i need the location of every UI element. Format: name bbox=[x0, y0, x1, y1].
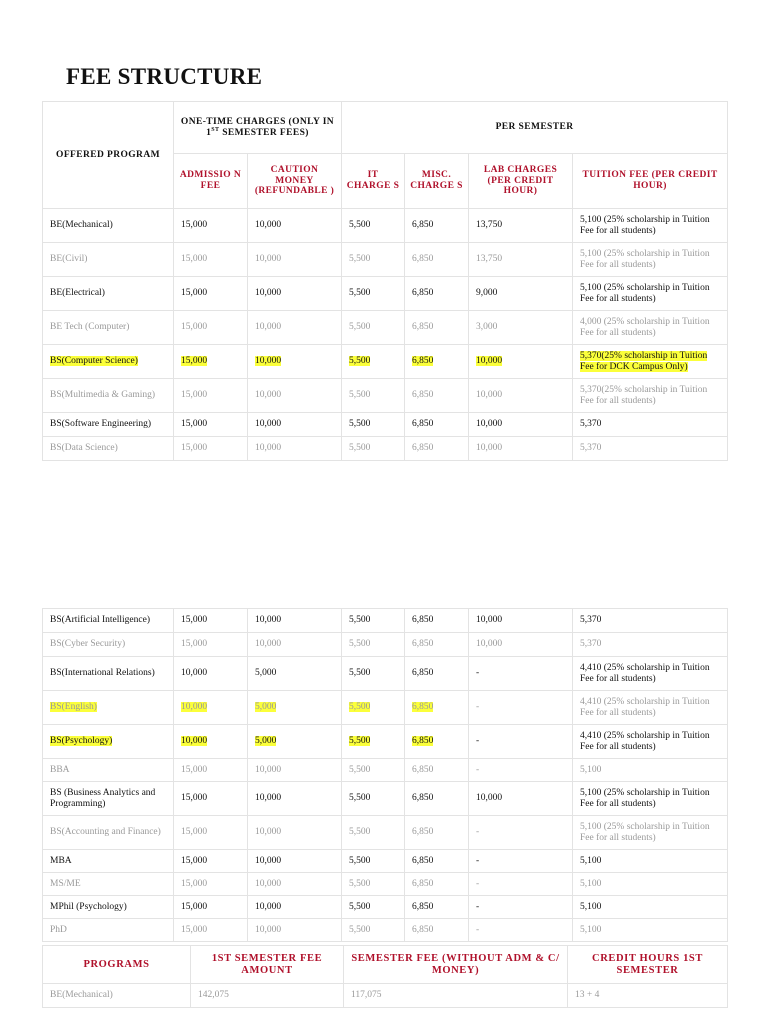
it-cell: 5,500 bbox=[342, 759, 405, 782]
lab-cell: - bbox=[469, 759, 573, 782]
table-row bbox=[43, 896, 728, 919]
misc-cell: 6,850 bbox=[405, 379, 469, 413]
caution-cell: 10,000 bbox=[248, 209, 342, 243]
caution-cell: 10,000 bbox=[248, 379, 342, 413]
program-cell: BS(Accounting and Finance) bbox=[43, 816, 174, 850]
header-offered-program: OFFERED PROGRAM bbox=[43, 102, 174, 209]
misc-cell: 6,850 bbox=[405, 277, 469, 311]
credit-hours-cell: 13 + 4 bbox=[568, 984, 728, 1008]
misc-cell: 6,850 bbox=[405, 437, 469, 461]
page-title: FEE STRUCTURE bbox=[66, 64, 263, 89]
caution-cell: 10,000 bbox=[248, 633, 342, 657]
lab-cell: 10,000 bbox=[469, 437, 573, 461]
table-row bbox=[43, 209, 728, 243]
lab-cell: 10,000 bbox=[469, 633, 573, 657]
table-row bbox=[43, 725, 728, 759]
table-row bbox=[43, 850, 728, 873]
program-cell: BS(International Relations) bbox=[43, 657, 174, 691]
lab-cell: - bbox=[469, 816, 573, 850]
tuition-cell: 5,100 (25% scholarship in Tuition Fee for all students) bbox=[573, 816, 728, 850]
table-row bbox=[43, 782, 728, 816]
header-one-time-charges: ONE-TIME CHARGES (ONLY IN 1ST SEMESTER FEES) bbox=[174, 102, 342, 154]
tuition-cell: 5,100 (25% scholarship in Tuition Fee for all students) bbox=[573, 243, 728, 277]
caution-cell: 10,000 bbox=[248, 759, 342, 782]
table-row bbox=[43, 277, 728, 311]
tuition-cell: 5,100 bbox=[573, 873, 728, 896]
summary-table bbox=[42, 945, 728, 1008]
summary-header-semester-fee: SEMESTER FEE (WITHOUT ADM & C/ MONEY) bbox=[344, 946, 568, 984]
header-lab-charges: LAB CHARGES (PER CREDIT HOUR) bbox=[469, 154, 573, 209]
misc-cell: 6,850 bbox=[405, 816, 469, 850]
table-row bbox=[43, 873, 728, 896]
admission-cell: 15,000 bbox=[174, 782, 248, 816]
header-caution-money: CAUTION MONEY (REFUNDABLE ) bbox=[248, 154, 342, 209]
lab-cell: 9,000 bbox=[469, 277, 573, 311]
it-cell: 5,500 bbox=[342, 633, 405, 657]
program-cell: MBA bbox=[43, 850, 174, 873]
program-cell: PhD bbox=[43, 919, 174, 942]
program-cell: BS(Data Science) bbox=[43, 437, 174, 461]
tuition-cell: 5,100 (25% scholarship in Tuition Fee for all students) bbox=[573, 209, 728, 243]
table-row bbox=[43, 633, 728, 657]
program-cell: BE(Mechanical) bbox=[43, 984, 191, 1008]
tuition-cell: 5,100 bbox=[573, 759, 728, 782]
lab-cell: - bbox=[469, 725, 573, 759]
header-it-charges: IT CHARGE S bbox=[342, 154, 405, 209]
lab-cell: - bbox=[469, 919, 573, 942]
caution-cell: 10,000 bbox=[248, 896, 342, 919]
lab-cell: 10,000 bbox=[469, 609, 573, 633]
caution-cell: 10,000 bbox=[248, 277, 342, 311]
caution-cell: 10,000 bbox=[248, 850, 342, 873]
program-cell: BS(English) bbox=[43, 691, 174, 725]
misc-cell: 6,850 bbox=[405, 311, 469, 345]
lab-cell: 10,000 bbox=[469, 379, 573, 413]
header-admission-fee: ADMISSIO N FEE bbox=[174, 154, 248, 209]
admission-cell: 15,000 bbox=[174, 209, 248, 243]
caution-cell: 5,000 bbox=[248, 691, 342, 725]
admission-cell: 15,000 bbox=[174, 379, 248, 413]
misc-cell: 6,850 bbox=[405, 919, 469, 942]
program-cell: BS(Multimedia & Gaming) bbox=[43, 379, 174, 413]
tuition-cell: 5,370 bbox=[573, 437, 728, 461]
misc-cell: 6,850 bbox=[405, 413, 469, 437]
table-row bbox=[43, 984, 728, 1008]
admission-cell: 15,000 bbox=[174, 413, 248, 437]
tuition-cell: 5,370 bbox=[573, 413, 728, 437]
table-row bbox=[43, 657, 728, 691]
tuition-cell: 4,410 (25% scholarship in Tuition Fee for all students) bbox=[573, 691, 728, 725]
admission-cell: 15,000 bbox=[174, 816, 248, 850]
admission-cell: 10,000 bbox=[174, 691, 248, 725]
it-cell: 5,500 bbox=[342, 691, 405, 725]
misc-cell: 6,850 bbox=[405, 896, 469, 919]
caution-cell: 10,000 bbox=[248, 873, 342, 896]
admission-cell: 15,000 bbox=[174, 277, 248, 311]
admission-cell: 15,000 bbox=[174, 873, 248, 896]
tuition-cell: 5,370 bbox=[573, 609, 728, 633]
lab-cell: - bbox=[469, 873, 573, 896]
table-row bbox=[43, 243, 728, 277]
it-cell: 5,500 bbox=[342, 379, 405, 413]
first-semester-cell: 142,075 bbox=[191, 984, 344, 1008]
admission-cell: 15,000 bbox=[174, 896, 248, 919]
admission-cell: 10,000 bbox=[174, 657, 248, 691]
program-cell: MPhil (Psychology) bbox=[43, 896, 174, 919]
program-cell: BS(Psychology) bbox=[43, 725, 174, 759]
lab-cell: - bbox=[469, 850, 573, 873]
misc-cell: 6,850 bbox=[405, 782, 469, 816]
tuition-cell: 4,410 (25% scholarship in Tuition Fee for all students) bbox=[573, 657, 728, 691]
program-cell: BE Tech (Computer) bbox=[43, 311, 174, 345]
misc-cell: 6,850 bbox=[405, 850, 469, 873]
table-row bbox=[43, 379, 728, 413]
misc-cell: 6,850 bbox=[405, 243, 469, 277]
it-cell: 5,500 bbox=[342, 725, 405, 759]
table-row bbox=[43, 413, 728, 437]
program-cell: BE(Mechanical) bbox=[43, 209, 174, 243]
admission-cell: 10,000 bbox=[174, 725, 248, 759]
fee-table-continued bbox=[42, 608, 728, 942]
it-cell: 5,500 bbox=[342, 896, 405, 919]
caution-cell: 10,000 bbox=[248, 243, 342, 277]
it-cell: 5,500 bbox=[342, 609, 405, 633]
admission-cell: 15,000 bbox=[174, 759, 248, 782]
program-cell: BS (Business Analytics and Programming) bbox=[43, 782, 174, 816]
summary-header-programs: PROGRAMS bbox=[43, 946, 191, 984]
lab-cell: 3,000 bbox=[469, 311, 573, 345]
tuition-cell: 5,100 (25% scholarship in Tuition Fee for all students) bbox=[573, 277, 728, 311]
admission-cell: 15,000 bbox=[174, 437, 248, 461]
lab-cell: - bbox=[469, 691, 573, 725]
lab-cell: - bbox=[469, 657, 573, 691]
tuition-cell: 4,410 (25% scholarship in Tuition Fee for all students) bbox=[573, 725, 728, 759]
it-cell: 5,500 bbox=[342, 209, 405, 243]
caution-cell: 10,000 bbox=[248, 437, 342, 461]
it-cell: 5,500 bbox=[342, 782, 405, 816]
tuition-cell: 5,370(25% scholarship in Tuition Fee for all students) bbox=[573, 379, 728, 413]
program-cell: BS(Cyber Security) bbox=[43, 633, 174, 657]
caution-cell: 10,000 bbox=[248, 345, 342, 379]
caution-cell: 5,000 bbox=[248, 725, 342, 759]
table-row bbox=[43, 816, 728, 850]
tuition-cell: 5,100 (25% scholarship in Tuition Fee for all students) bbox=[573, 782, 728, 816]
header-misc-charges: MISC. CHARGE S bbox=[405, 154, 469, 209]
misc-cell: 6,850 bbox=[405, 691, 469, 725]
table-row bbox=[43, 609, 728, 633]
tuition-cell: 5,370(25% scholarship in Tuition Fee for DCK Campus Only) bbox=[573, 345, 728, 379]
it-cell: 5,500 bbox=[342, 850, 405, 873]
it-cell: 5,500 bbox=[342, 277, 405, 311]
caution-cell: 10,000 bbox=[248, 816, 342, 850]
admission-cell: 15,000 bbox=[174, 311, 248, 345]
header-tuition-fee: TUITION FEE (PER CREDIT HOUR) bbox=[573, 154, 728, 209]
misc-cell: 6,850 bbox=[405, 873, 469, 896]
table-row bbox=[43, 919, 728, 942]
misc-cell: 6,850 bbox=[405, 657, 469, 691]
header-per-semester: PER SEMESTER bbox=[342, 102, 728, 154]
semester-fee-cell: 117,075 bbox=[344, 984, 568, 1008]
fee-table-main bbox=[42, 101, 728, 461]
lab-cell: 10,000 bbox=[469, 413, 573, 437]
program-cell: BBA bbox=[43, 759, 174, 782]
caution-cell: 10,000 bbox=[248, 609, 342, 633]
it-cell: 5,500 bbox=[342, 437, 405, 461]
it-cell: 5,500 bbox=[342, 873, 405, 896]
caution-cell: 10,000 bbox=[248, 311, 342, 345]
table-row bbox=[43, 437, 728, 461]
lab-cell: 10,000 bbox=[469, 782, 573, 816]
table-row bbox=[43, 759, 728, 782]
it-cell: 5,500 bbox=[342, 311, 405, 345]
table-row bbox=[43, 345, 728, 379]
summary-header-first-semester: 1ST SEMESTER FEE AMOUNT bbox=[191, 946, 344, 984]
admission-cell: 15,000 bbox=[174, 633, 248, 657]
misc-cell: 6,850 bbox=[405, 345, 469, 379]
program-cell: BE(Electrical) bbox=[43, 277, 174, 311]
caution-cell: 5,000 bbox=[248, 657, 342, 691]
misc-cell: 6,850 bbox=[405, 209, 469, 243]
lab-cell: 13,750 bbox=[469, 209, 573, 243]
admission-cell: 15,000 bbox=[174, 243, 248, 277]
misc-cell: 6,850 bbox=[405, 633, 469, 657]
table-row bbox=[43, 691, 728, 725]
it-cell: 5,500 bbox=[342, 816, 405, 850]
admission-cell: 15,000 bbox=[174, 609, 248, 633]
it-cell: 5,500 bbox=[342, 345, 405, 379]
caution-cell: 10,000 bbox=[248, 413, 342, 437]
tuition-cell: 5,100 bbox=[573, 919, 728, 942]
it-cell: 5,500 bbox=[342, 413, 405, 437]
misc-cell: 6,850 bbox=[405, 725, 469, 759]
admission-cell: 15,000 bbox=[174, 919, 248, 942]
table-row bbox=[43, 311, 728, 345]
caution-cell: 10,000 bbox=[248, 782, 342, 816]
caution-cell: 10,000 bbox=[248, 919, 342, 942]
summary-header-credit-hours: CREDIT HOURS 1ST SEMESTER bbox=[568, 946, 728, 984]
it-cell: 5,500 bbox=[342, 657, 405, 691]
misc-cell: 6,850 bbox=[405, 609, 469, 633]
misc-cell: 6,850 bbox=[405, 759, 469, 782]
lab-cell: 13,750 bbox=[469, 243, 573, 277]
admission-cell: 15,000 bbox=[174, 850, 248, 873]
program-cell: BS(Artificial Intelligence) bbox=[43, 609, 174, 633]
program-cell: BS(Software Engineering) bbox=[43, 413, 174, 437]
program-cell: BS(Computer Science) bbox=[43, 345, 174, 379]
tuition-cell: 5,370 bbox=[573, 633, 728, 657]
tuition-cell: 5,100 bbox=[573, 850, 728, 873]
admission-cell: 15,000 bbox=[174, 345, 248, 379]
program-cell: BE(Civil) bbox=[43, 243, 174, 277]
lab-cell: - bbox=[469, 896, 573, 919]
tuition-cell: 4,000 (25% scholarship in Tuition Fee for all students) bbox=[573, 311, 728, 345]
tuition-cell: 5,100 bbox=[573, 896, 728, 919]
lab-cell: 10,000 bbox=[469, 345, 573, 379]
program-cell: MS/ME bbox=[43, 873, 174, 896]
it-cell: 5,500 bbox=[342, 919, 405, 942]
it-cell: 5,500 bbox=[342, 243, 405, 277]
